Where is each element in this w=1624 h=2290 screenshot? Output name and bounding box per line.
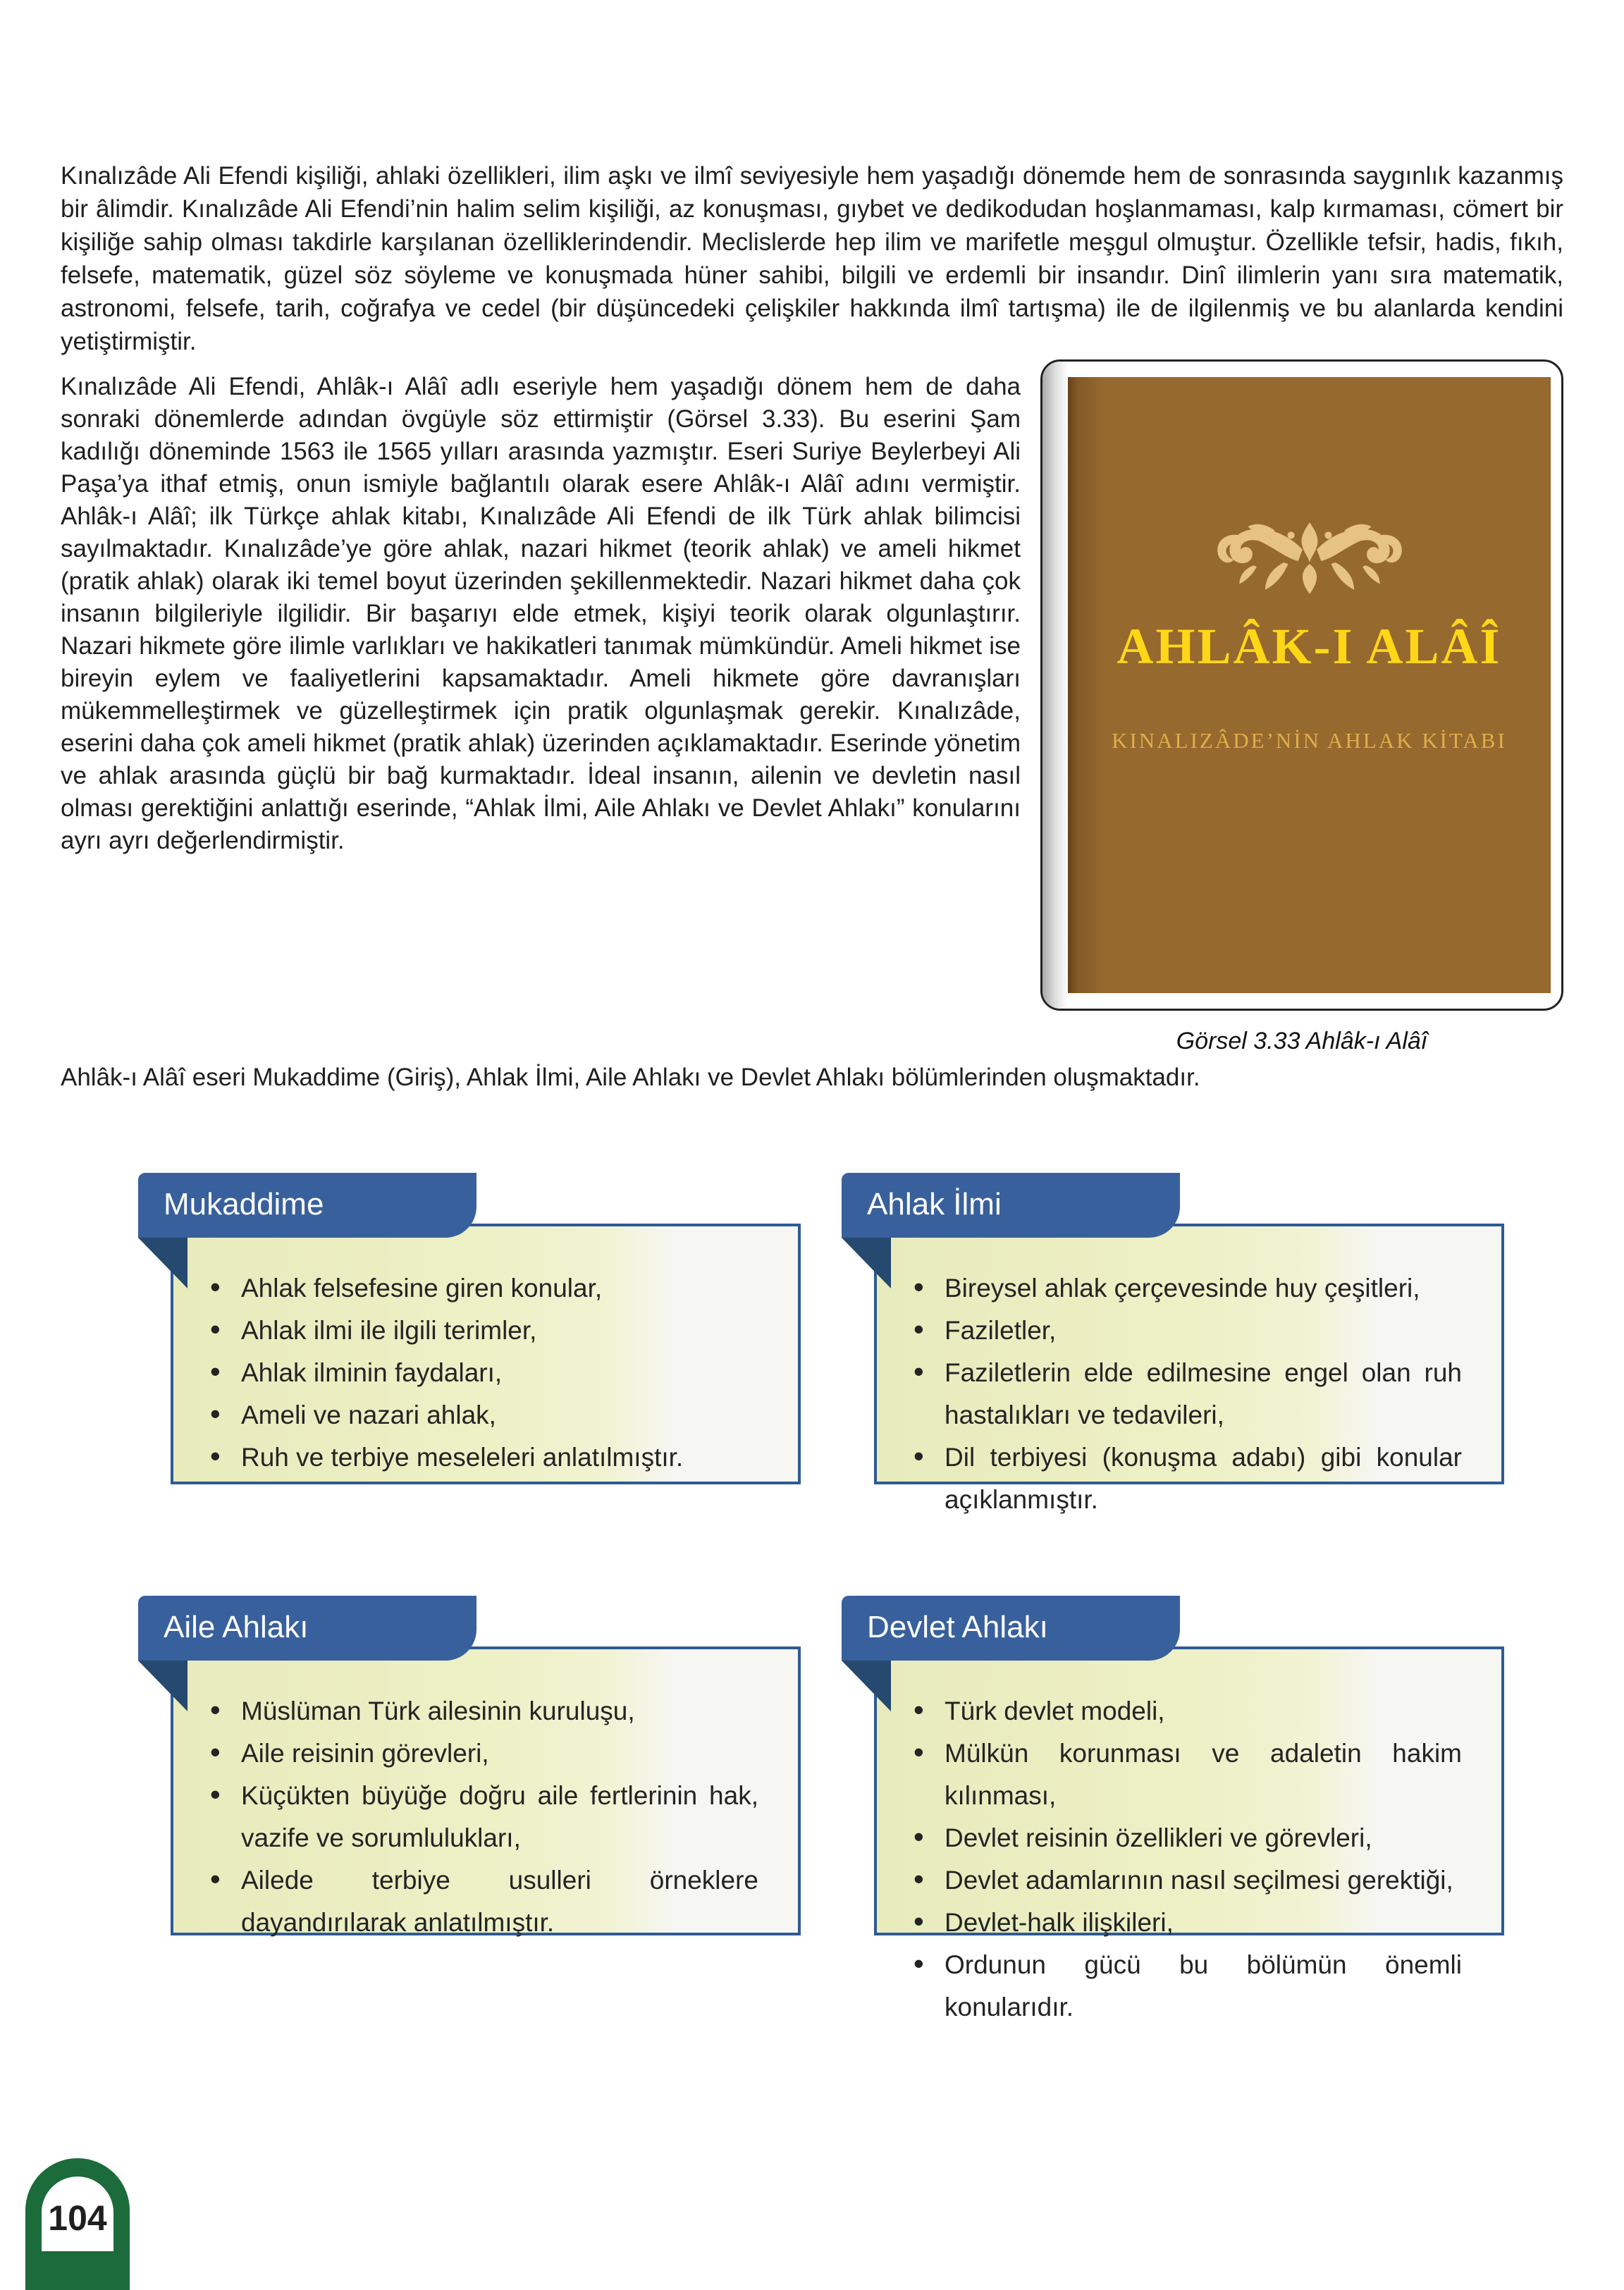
bullet-list	[877, 1649, 1501, 2029]
topic-box-aile-ahlaki	[138, 1596, 801, 1935]
topic-box-mukaddime	[138, 1173, 801, 1484]
list-item: • Küçükten büyüğe doğru aile fertlerinin hak, vazife ve sorumlulukları,	[207, 1775, 758, 1859]
list-item: • Mülkün korunması ve adaletin hakim kılınması,	[911, 1732, 1462, 1817]
damask-flourish-icon	[1193, 518, 1426, 608]
box-title: Devlet Ahlakı	[867, 1610, 1048, 1644]
ribbon-fold	[842, 1661, 891, 1711]
topic-box-ahlak-ilmi	[842, 1173, 1504, 1514]
ribbon-fold	[138, 1661, 187, 1711]
list-item: • Faziletler,	[911, 1310, 1462, 1352]
paragraph-biography: Kınalızâde Ali Efendi kişiliği, ahlaki özellikleri, ilim aşkı ve ilmî seviyesiyle hem yaşadığı dönemde hem de sonrasında saygınlık kazanmış bir âlimdir. Kınalızâde Ali Efendi’nin halim selim kişiliği, az konuşması, gıybet ve dedikodudan hoşlanmaması, kalp kırmaması, cömert bir kişiliğe sahip olması takdirle karşılanan özelliklerindendir. Meclislerde hep ilim ve marifetle meşgul olmuştur. Özellikle tefsir, hadis, fıkıh, felsefe, matematik, güzel söz söyleme ve konuşmada hüner sahibi, bilgili ve erdemli bir insandır. Dinî ilimlerin yanı sıra matematik, astronomi, felsefe, tarih, coğrafya ve cedel (bir düşüncedeki çelişkiler hakkında ilmî tartışma) ile de ilgilenmiş ve bu alanlarda kendini yetiştirmiştir.	[61, 162, 1563, 355]
page-number: 104	[48, 2198, 107, 2238]
topic-boxes-grid	[138, 1173, 1563, 2021]
ribbon-fold	[842, 1238, 891, 1288]
box-title: Mukaddime	[164, 1187, 324, 1221]
list-item: • Faziletlerin elde edilmesine engel olan ruh hastalıkları ve tedavileri,	[911, 1352, 1462, 1436]
list-item: • Ailede terbiye usulleri örneklere dayandırılarak anlatılmıştır.	[207, 1859, 758, 1944]
bullet-list	[173, 1649, 798, 1944]
bullet-list	[877, 1226, 1501, 1521]
box-body	[874, 1224, 1504, 1514]
list-item: • Ahlak felsefesine giren konular,	[207, 1267, 758, 1310]
bullet-list	[173, 1226, 798, 1479]
book-cover	[1068, 377, 1551, 993]
box-header	[138, 1596, 476, 1661]
box-header	[842, 1173, 1180, 1238]
box-body	[874, 1646, 1504, 2021]
figure-ahlak-i-alai	[1040, 359, 1563, 1055]
box-title: Ahlak İlmi	[867, 1187, 1002, 1221]
box-title: Aile Ahlakı	[164, 1610, 309, 1644]
list-item: • Devlet reisinin özellikleri ve görevleri,	[911, 1817, 1462, 1859]
book-card	[1040, 359, 1563, 1011]
list-item: • Ameli ve nazari ahlak,	[207, 1394, 758, 1436]
paragraph-ahlak-i-alai: Kınalızâde Ali Efendi, Ahlâk-ı Alâî adlı eseriyle hem yaşadığı dönem hem de daha sonraki dönemlerde adından övgüyle söz ettirmiştir (Görsel 3.33). Bu eserini Şam kadılığı döneminde 1563 ile 1565 yılları arasında yazmıştır. Eseri Suriye Beylerbeyi Ali Paşa’ya ithaf etmiş, onun ismiyle bağlantılı olarak esere Ahlâk-ı Alâî adını vermiştir. Ahlâk-ı Alâî; ilk Türkçe ahlak kitabı, Kınalızâde Ali Efendi de ilk Türk ahlak bilimcisi sayılmaktadır. Kınalızâde’ye göre ahlak, nazari hikmet (teorik ahlak) ve ameli hikmet (pratik ahlak) olarak iki temel boyut üzerinden şekillenmektedir. Nazari hikmet daha çok insanın bilgileriyle ilgilidir. Bir başarıyı elde etmek, kişiyi teorik olarak olgunlaştırır. Nazari hikmete göre ilimle varlıkları ve hakikatleri tanımak mümkündür. Ameli hikmet ise bireyin eylem ve faaliyetlerini kapsamaktadır. Ameli hikmete göre davranışları mükemmelleştirmek ve güzelleştirmek için pratik olgunlaşmak gerekir. Kınalızâde, eserini daha çok ameli hikmet (pratik ahlak) üzerinden açıklamaktadır. Eserinde yönetim ve ahlak arasında güçlü bir bağ kurmaktadır. İdeal insanın, ailenin ve devletin nasıl olması gerektiğini anlattığı eserinde, “Ahlak İlmi, Aile Ahlakı ve Devlet Ahlakı” konularını ayrı ayrı değerlendirmiştir.	[61, 373, 1021, 854]
box-body	[171, 1224, 801, 1484]
book-cover-content	[1068, 377, 1551, 753]
intro-sentence: Ahlâk-ı Alâî eseri Mukaddime (Giriş), Ahlak İlmi, Aile Ahlakı ve Devlet Ahlakı bölümlerinden oluşmaktadır.	[61, 1064, 1200, 1091]
book-title: AHLÂK-I ALÂÎ	[1116, 618, 1502, 675]
ribbon-fold	[138, 1238, 187, 1288]
list-item: • Müslüman Türk ailesinin kuruluşu,	[207, 1690, 758, 1732]
box-body	[171, 1646, 801, 1935]
list-item: • Aile reisinin görevleri,	[207, 1732, 758, 1775]
list-item: • Ahlak ilmi ile ilgili terimler,	[207, 1310, 758, 1352]
page-number-window	[42, 2177, 113, 2251]
page-number-badge	[25, 2158, 130, 2290]
list-item: • Devlet adamlarının nasıl seçilmesi gerektiği,	[911, 1859, 1462, 1902]
list-item: • Ahlak ilminin faydaları,	[207, 1352, 758, 1394]
box-header	[138, 1173, 476, 1238]
list-item: • Ruh ve terbiye meseleleri anlatılmıştır.	[207, 1436, 758, 1479]
figure-caption: Görsel 3.33 Ahlâk-ı Alâî	[1176, 1028, 1428, 1054]
page-content	[61, 159, 1563, 2021]
list-item: • Devlet-halk ilişkileri,	[911, 1902, 1462, 1944]
list-item: • Bireysel ahlak çerçevesinde huy çeşitleri,	[911, 1267, 1462, 1310]
topic-box-devlet-ahlaki	[842, 1596, 1504, 2021]
list-item: • Dil terbiyesi (konuşma adabı) gibi konular açıklanmıştır.	[911, 1436, 1462, 1521]
box-header	[842, 1596, 1180, 1661]
list-item: • Ordunun gücü bu bölümün önemli konularıdır.	[911, 1944, 1462, 2029]
book-subtitle: KINALIZÂDE’NİN AHLAK KİTABI	[1112, 728, 1507, 753]
list-item: • Türk devlet modeli,	[911, 1690, 1462, 1732]
